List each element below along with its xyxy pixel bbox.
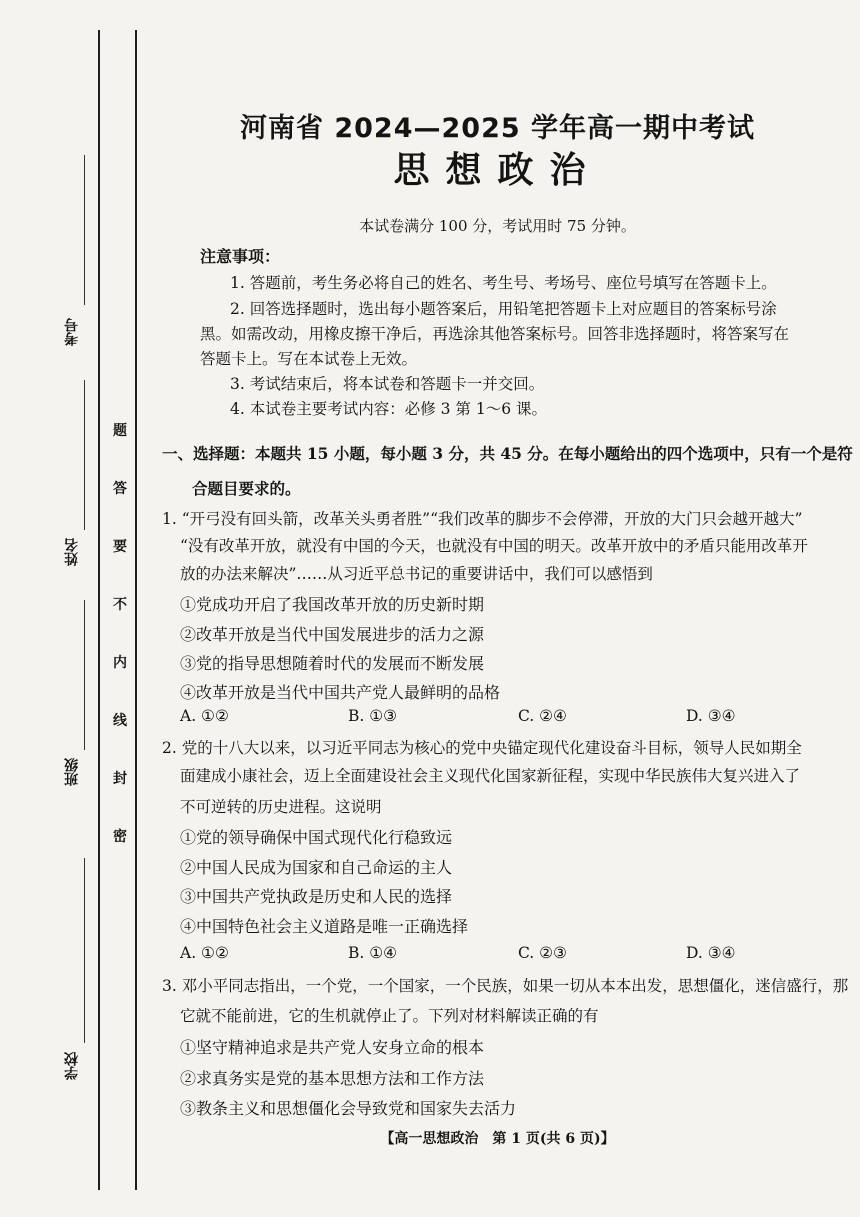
- statement: ③教条主义和思想僵化会导致党和国家失去活力: [180, 1099, 517, 1118]
- answer-option: A. ①②: [180, 944, 229, 962]
- class-blank: [84, 600, 85, 750]
- question-stem: 放的办法来解决”……从习近平总书记的重要讲话中，我们可以感悟到: [180, 565, 653, 583]
- seal-warning-char: 不: [113, 597, 127, 613]
- section-heading: 一、选择题：本题共 15 小题，每小题 3 分，共 45 分。在每小题给出的四个选项中，只有一个是符: [162, 444, 853, 463]
- statement: ②改革开放是当代中国发展进步的活力之源: [180, 625, 485, 644]
- statement: ②求真务实是党的基本思想方法和工作方法: [180, 1069, 485, 1088]
- seal-warning-char: 封: [113, 771, 127, 787]
- notice-item: 答题卡上。写在本试卷上无效。: [200, 350, 418, 368]
- class-label: 班级: [64, 758, 80, 786]
- binding-line-outer: [98, 30, 100, 1190]
- question-stem: 3. 邓小平同志指出，一个党，一个国家，一个民族，如果一切从本本出发，思想僵化，迷信盛行，那: [162, 977, 849, 995]
- school-label: 学校: [64, 1052, 80, 1080]
- answer-option: D. ③④: [686, 707, 736, 725]
- notice-item: 黑。如需改动，用橡皮擦干净后，再选涂其他答案标号。回答非选择题时，将答案写在: [200, 325, 790, 343]
- statement: ④改革开放是当代中国共产党人最鲜明的品格: [180, 683, 501, 702]
- statement: ③党的指导思想随着时代的发展而不断发展: [180, 654, 485, 673]
- notice-item: 4. 本试卷主要考试内容：必修 3 第 1～6 课。: [230, 400, 548, 418]
- school-blank: [84, 858, 85, 1043]
- exam-title: 河南省 2024—2025 学年高一期中考试: [239, 113, 756, 144]
- page-footer: 【高一思想政治 第 1 页(共 6 页)】: [380, 1131, 615, 1147]
- seal-warning-char: 密: [113, 829, 127, 845]
- exam-meta: 本试卷满分 100 分，考试用时 75 分钟。: [359, 217, 636, 235]
- answer-option: C. ②④: [518, 707, 567, 725]
- seal-warning-char: 答: [113, 481, 127, 497]
- statement: ①党成功开启了我国改革开放的历史新时期: [180, 595, 485, 614]
- name-blank: [84, 380, 85, 530]
- statement: ①坚守精神追求是共产党人安身立命的根本: [180, 1038, 485, 1057]
- question-stem: 它就不能前进，它的生机就停止了。下列对材料解读正确的有: [180, 1007, 599, 1025]
- notice-item: 1. 答题前，考生务必将自己的姓名、考生号、考场号、座位号填写在答题卡上。: [230, 274, 777, 292]
- answer-option: D. ③④: [686, 944, 736, 962]
- statement: ②中国人民成为国家和自己命运的主人: [180, 858, 453, 877]
- seal-warning-char: 要: [113, 539, 127, 555]
- exam-no-blank: [84, 155, 85, 305]
- binding-line-inner: [135, 30, 137, 1190]
- answer-option: B. ①④: [348, 944, 398, 962]
- name-label: 姓名: [64, 538, 80, 566]
- question-stem: 1. “开弓没有回头箭，改革关头勇者胜”“我们改革的脚步不会停滞，开放的大门只会越开越大”: [162, 510, 803, 528]
- question-stem: 不可逆转的历史进程。这说明: [180, 798, 382, 816]
- question-stem: “没有改革开放，就没有中国的今天，也就没有中国的明天。改革开放中的矛盾只能用改革开: [180, 537, 808, 555]
- answer-option: B. ①③: [348, 707, 398, 725]
- question-stem: 面建成小康社会，迈上全面建设社会主义现代化国家新征程，实现中华民族伟大复兴进入了: [180, 767, 801, 785]
- seal-warning-char: 题: [113, 423, 127, 439]
- statement: ③中国共产党执政是历史和人民的选择: [180, 887, 453, 906]
- question-stem: 2. 党的十八大以来，以习近平同志为核心的党中央锚定现代化建设奋斗目标，领导人民如期全: [162, 739, 802, 757]
- answer-option: A. ①②: [180, 707, 229, 725]
- statement: ①党的领导确保中国式现代化行稳致远: [180, 828, 453, 847]
- exam-no-label: 考号: [64, 318, 80, 346]
- statement: ④中国特色社会主义道路是唯一正确选择: [180, 917, 469, 936]
- notice-item: 2. 回答选择题时，选出每小题答案后，用铅笔把答题卡上对应题目的答案标号涂: [230, 300, 777, 318]
- section-heading-cont: 合题目要求的。: [192, 479, 301, 498]
- answer-option: C. ②③: [518, 944, 567, 962]
- notice-item: 3. 考试结束后，将本试卷和答题卡一并交回。: [230, 375, 545, 393]
- notice-heading: 注意事项：: [200, 247, 281, 266]
- seal-warning-char: 内: [113, 655, 127, 671]
- subject-title: 思想政治: [393, 150, 602, 191]
- seal-warning-char: 线: [113, 713, 127, 729]
